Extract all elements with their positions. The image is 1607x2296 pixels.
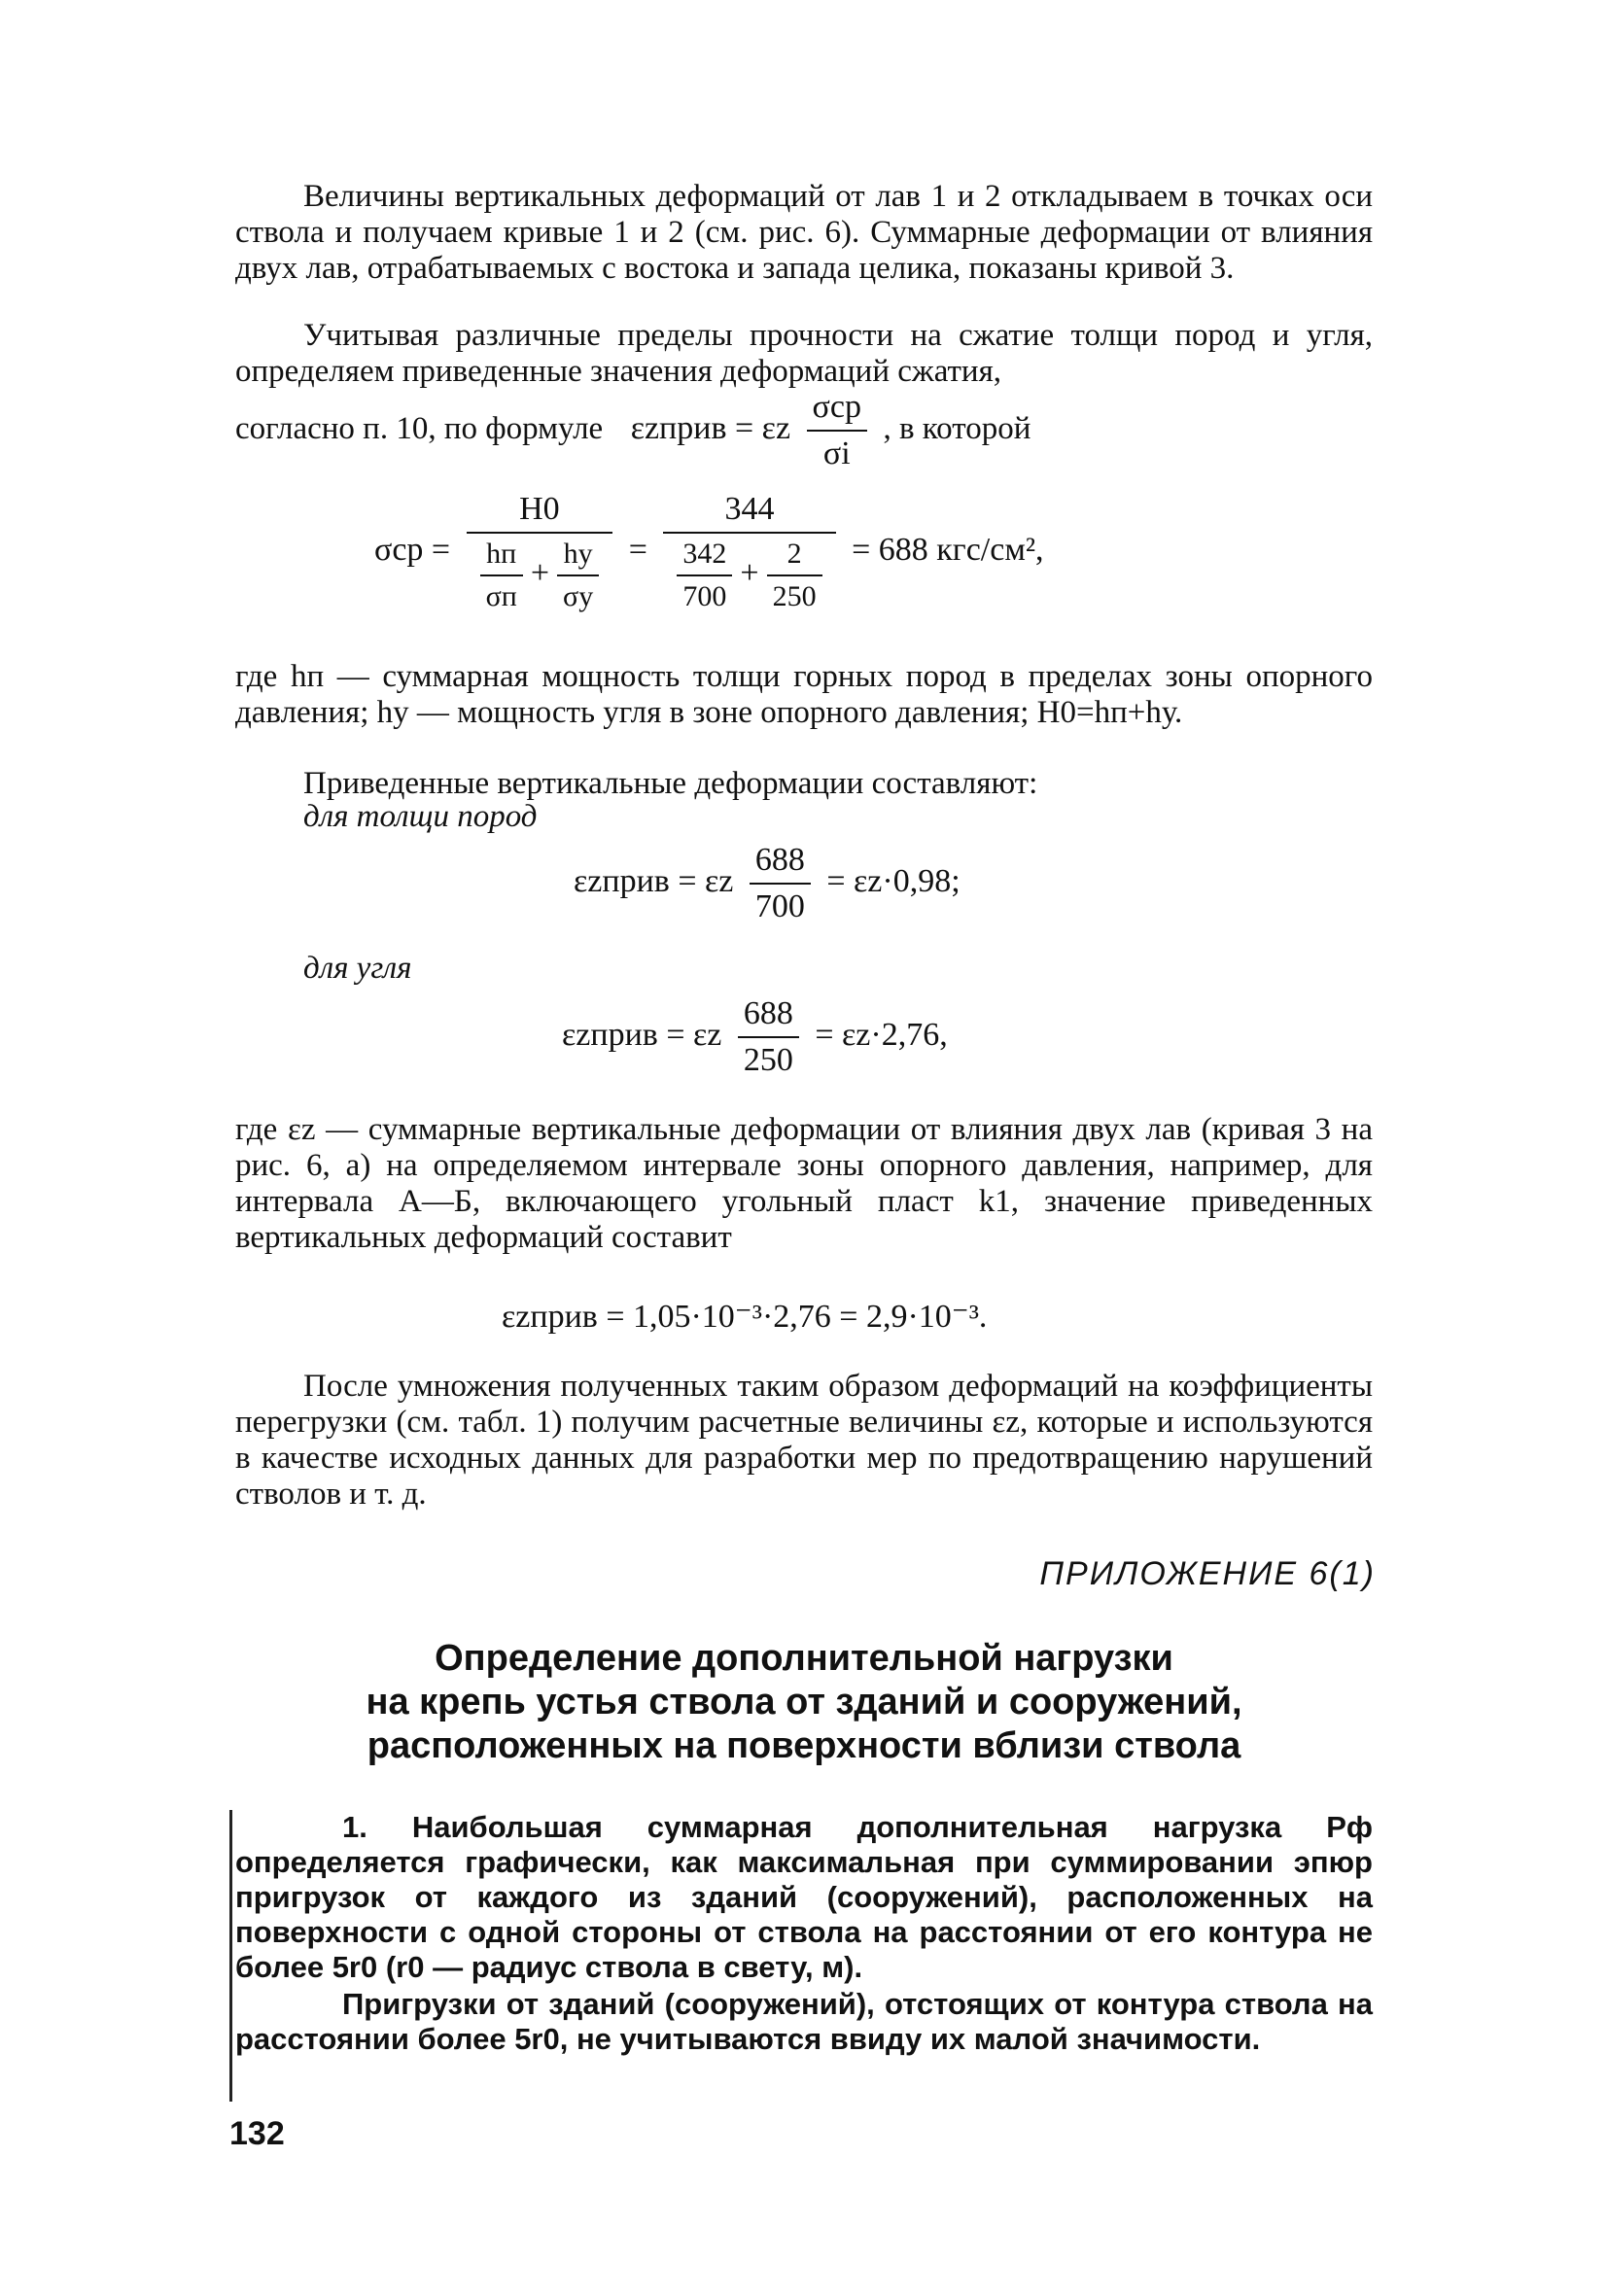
formula-1-fraction (807, 389, 867, 472)
formula-2-n1-den: 700 (682, 580, 727, 612)
formula-line-3 (574, 842, 961, 925)
formula-2-n1-num: 342 (677, 538, 732, 576)
label-rock: для толщи пород (303, 799, 538, 834)
formula-line-5: εzприв = 1,05·10⁻³·2,76 = 2,9·10⁻³. (502, 1299, 988, 1335)
label-coal: для угля (303, 951, 412, 986)
formula-line-2 (374, 491, 1044, 613)
formula-2-eq: = (628, 531, 647, 568)
formula-2-numerator-a: H0 (467, 491, 613, 534)
appendix-title-line-3: расположенных на поверхности вблизи ствола (367, 1725, 1241, 1766)
paragraph-strength: Учитывая различные пределы прочности на сжатие толщи пород и угля, определяем приведенные значения деформаций сжатия, (235, 318, 1373, 389)
formula-2-d1 (480, 538, 523, 613)
paragraph-after: После умножения полученных таким образом деформаций на коэффициенты перегрузки (см. табл. 1) получим расчетные величины εz, которые и используются в качестве исходных данных для разработки мер по предотвращению нарушений стволов и т. д. (235, 1369, 1373, 1512)
formula-2-n2 (767, 538, 822, 613)
appendix-label: ПРИЛОЖЕНИЕ 6(1) (1039, 1555, 1376, 1592)
formula-2-d2-num: hу (557, 538, 599, 576)
formula-2-lhs: σср = (374, 531, 451, 568)
formula-intro-tail: , в которой (883, 410, 1031, 446)
paragraph-where-h: где hп — суммарная мощность толщи горных пород в пределах зоны опорного давления; hу — мощность угля в зоне опорного давления; H0=hп+hу. (235, 659, 1373, 730)
formula-3-lhs: εzприв = εz (574, 862, 734, 899)
formula-3-denominator: 700 (754, 888, 805, 924)
paragraph-reduced: Приведенные вертикальные деформации составляют: (303, 766, 1038, 801)
formula-2-n2-num: 2 (767, 538, 822, 576)
formula-2-numerator-b: 344 (663, 491, 835, 534)
formula-2-denominator-b: $\frac{342}{700}$ + $\frac{2}{250}$ (663, 534, 835, 613)
formula-2-d1-num: hп (480, 538, 523, 576)
formula-2-result: = 688 кгс/см², (852, 531, 1044, 568)
page-number: 132 (229, 2115, 285, 2152)
formula-intro: согласно п. 10, по формуле (235, 410, 604, 446)
margin-bar (229, 1810, 232, 2102)
formula-3-fraction (750, 842, 811, 925)
formula-line-4 (562, 995, 948, 1079)
formula-2-denominator-a: $\frac{hп}{\sigma п}$ + $\frac{hу}{\sigma у}$ (467, 534, 613, 613)
appendix-title-line-1: Определение дополнительной нагрузки (435, 1638, 1173, 1679)
formula-3-numerator: 688 (750, 842, 811, 885)
formula-1-lhs: εzприв = εz (630, 409, 791, 446)
appendix-title-line-2: на крепь устья ствола от зданий и сооружений, (366, 1682, 1242, 1722)
paragraph-deformations: Величины вертикальных деформаций от лав 1 и 2 откладываем в точках оси ствола и получаем кривые 1 и 2 (см. рис. 6). Суммарные деформации от влияния двух лав, отрабатываемых с востока и запада целика, показаны кривой 3. (235, 179, 1373, 286)
formula-4-denominator: 250 (743, 1042, 793, 1078)
formula-4-rhs: = εz·2,76, (815, 1016, 948, 1053)
appendix-item-1: 1. Наибольшая суммарная дополнительная нагрузка Pф определяется графически, как максимальная при суммировании эпюр пригрузок от каждого из зданий (сооружений), расположенных на поверхности с одной стороны от ствола на расстоянии от его контура не более 5r0 (r0 — радиус ствола в свету, м). (235, 1810, 1373, 1984)
formula-4-fraction (738, 995, 799, 1079)
formula-2-d2-den: σу (563, 580, 594, 612)
appendix-item-2: Пригрузки от зданий (сооружений), отстоящих от контура ствола на расстоянии более 5r0, не учитываются ввиду их малой значимости. (235, 1987, 1373, 2056)
formula-2-fraction-a (467, 491, 613, 613)
formula-2-fraction-b (663, 491, 835, 613)
paragraph-where-ez: где εz — суммарные вертикальные деформации от влияния двух лав (кривая 3 на рис. 6, а) на определяемом интервале зоны опорного давления, например, для интервала А—Б, включающего угольный пласт k1, значение приведенных вертикальных деформаций составит (235, 1112, 1373, 1255)
formula-2-d2 (557, 538, 599, 613)
formula-1-denominator: σi (822, 435, 851, 471)
formula-1-numerator: σср (807, 389, 867, 432)
formula-4-numerator: 688 (738, 995, 799, 1038)
formula-2-d1-den: σп (485, 580, 517, 612)
appendix-title (235, 1637, 1373, 1768)
formula-line-1 (235, 389, 1031, 472)
formula-2-n2-den: 250 (772, 580, 817, 612)
formula-4-lhs: εzприв = εz (562, 1016, 722, 1053)
formula-2-n1 (677, 538, 732, 613)
formula-3-rhs: = εz·0,98; (826, 862, 961, 899)
